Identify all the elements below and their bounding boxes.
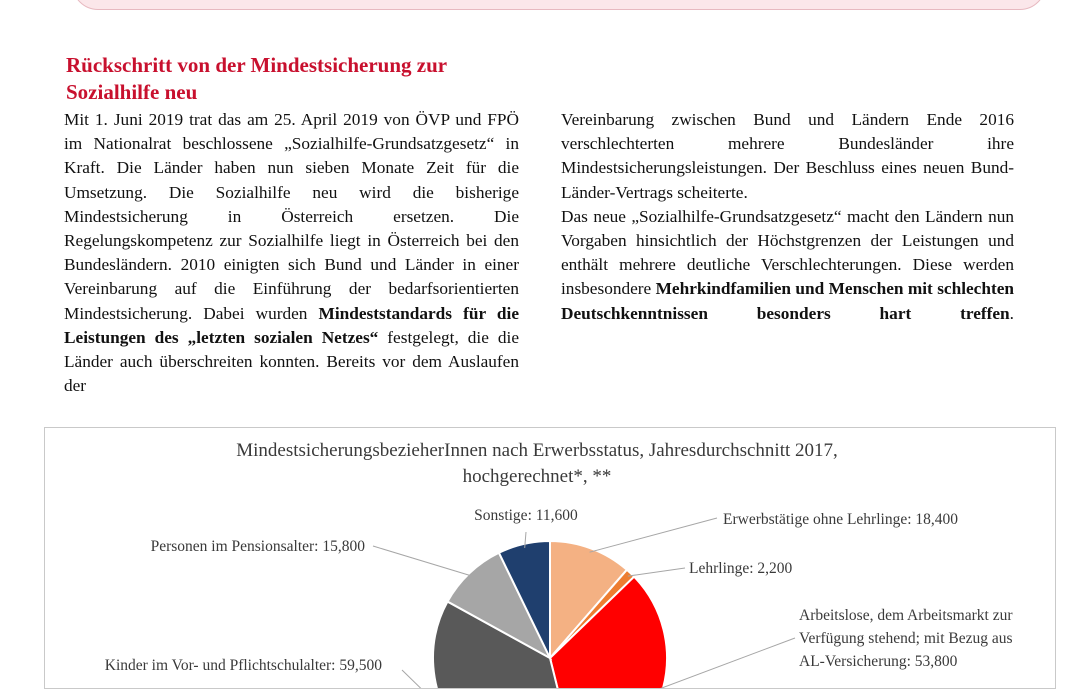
slice-label-pensionsalter: Personen im Pensionsalter: 15,800 — [150, 538, 365, 555]
top-banner — [72, 0, 1046, 10]
article-title: Rückschritt von der Mindestsicherung zur Sozialhilfe neu — [66, 53, 447, 104]
chart-title-line-1: MindestsicherungsbezieherInnen nach Erwerbsstatus, Jahresdurchschnitt 2017, — [236, 440, 838, 461]
text-column-right — [561, 108, 1014, 326]
new-law-text: Das neue „Sozialhilfe-Grundsatzgesetz“ macht den Ländern nun Vorgaben hinsichtlich der Höchstgrenzen der Leistungen und enthält mehrere deutliche Verschlechterungen. Diese werden insbesondere — [561, 206, 1014, 299]
paragraph-intro — [64, 108, 519, 398]
leader-line-lehrlinge — [628, 568, 685, 576]
leader-line-arbeitslose — [659, 638, 795, 688]
slice-label-arbeitslose-line-2: Verfügung stehend; mit Bezug aus — [799, 630, 1013, 647]
highlight-mindeststandards: Mindeststandards für die Leistungen des „letzten sozialen Netzes“ — [64, 303, 519, 347]
pie-chart-frame — [44, 427, 1056, 689]
pie-slices — [433, 541, 667, 688]
intro-continuation: festgelegt, die die Länder auch überschreiten konnten. Bereits vor dem Auslaufen der — [64, 327, 519, 396]
pie-chart — [45, 428, 1055, 688]
slice-label-sonstige: Sonstige: 11,600 — [474, 507, 578, 524]
highlight-affected-groups: Mehrkindfamilien und Menschen mit schlechten Deutschkenntnissen besonders hart treffen — [561, 279, 1014, 323]
leader-line-erwerbstaetige — [590, 518, 717, 552]
paragraph-new-law — [561, 205, 1014, 326]
intro-text: Mit 1. Juni 2019 trat das am 25. April 2019 von ÖVP und FPÖ im Nationalrat beschlossene „Sozialhilfe-Grundsatzgesetz“ in Kraft. Die Länder haben nun sieben Monate Zeit für die Umsetzung. Die Sozialhilfe neu wird die bisherige Mindestsicherung in Österreich ersetzen. Die Regelungskompetenz zur Sozialhilfe liegt in Österreich bei den Bundesländern. 2010 einigten sich Bund und Länder in einer Vereinbarung auf die Einführung der bedarfsorientierten Mindestsicherung. Dabei wurden — [64, 110, 519, 323]
sentence-end: . — [1009, 303, 1014, 323]
slice-label-arbeitslose-line-3: AL-Versicherung: 53,800 — [799, 653, 958, 670]
leader-line-pensionsalter — [373, 546, 472, 576]
text-column-left — [64, 108, 519, 398]
chart-title-line-2: hochgerechnet*, ** — [462, 466, 612, 487]
slice-label-lehrlinge: Lehrlinge: 2,200 — [689, 560, 793, 577]
slice-label-erwerbstaetige: Erwerbstätige ohne Lehrlinge: 18,400 — [723, 511, 959, 528]
slice-label-kinder: Kinder im Vor- und Pflichtschulalter: 59,500 — [104, 657, 382, 674]
paragraph-agreement: Vereinbarung zwischen Bund und Ländern Ende 2016 verschlechterten mehrere Bundesländer ihre Mindestsicherungsleistungen. Der Beschluss eines neuen Bund-Länder-Vertrags scheiterte. — [561, 110, 1014, 202]
slice-label-arbeitslose-line-1: Arbeitslose, dem Arbeitsmarkt zur — [799, 607, 1013, 624]
